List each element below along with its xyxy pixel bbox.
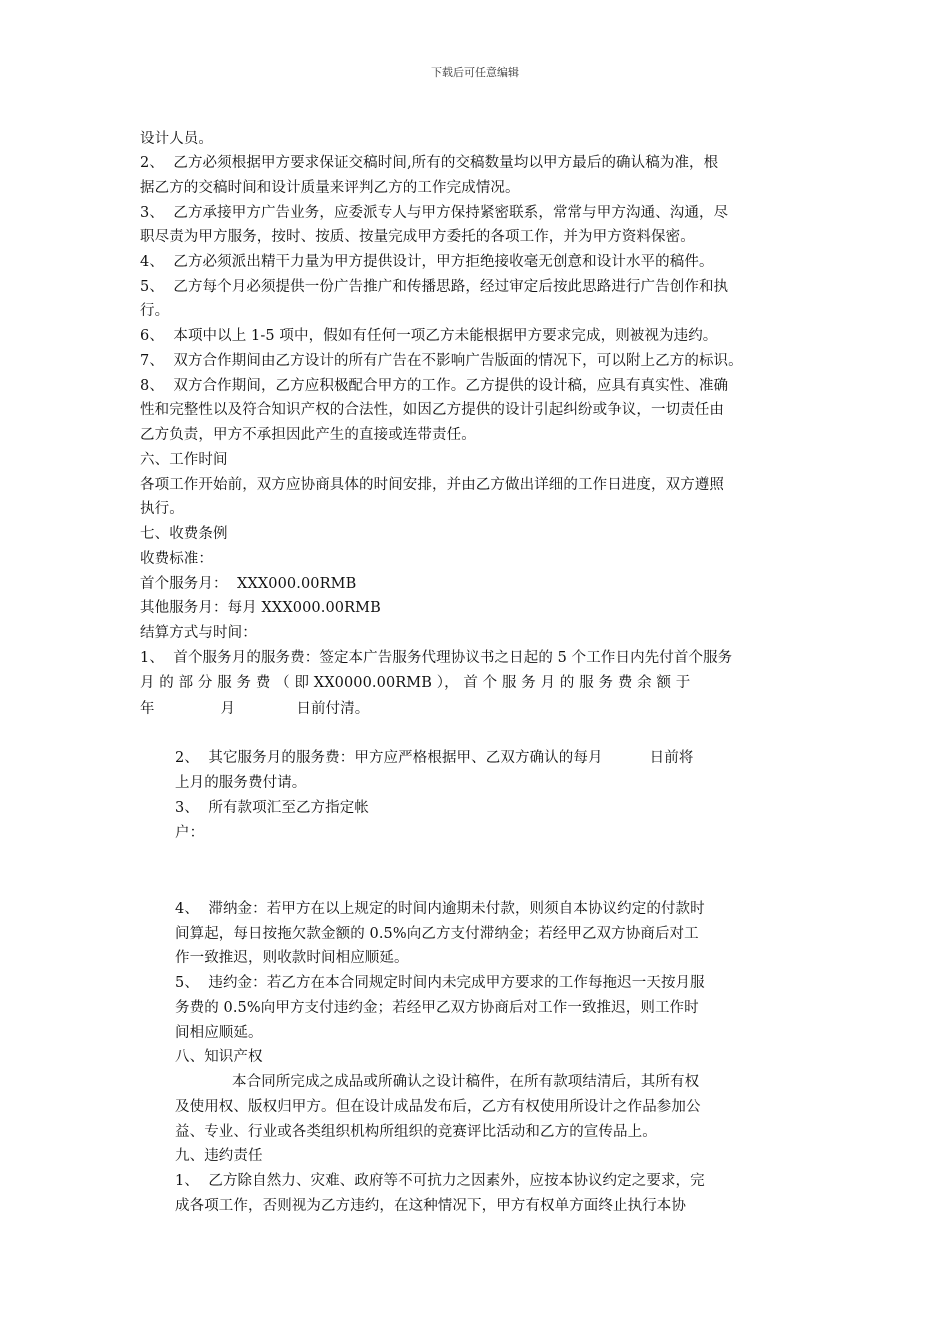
body-line: 4、 乙方必须派出精干力量为甲方提供设计，甲方拒绝接收毫无创意和设计水平的稿件。 [140, 254, 714, 270]
body-line: 8、 双方合作期间，乙方应积极配合甲方的工作。乙方提供的设计稿，应具有真实性、准确 [140, 378, 729, 394]
body-line: 本合同所完成之成品或所确认之设计稿件，在所有款项结清后，其所有权 [232, 1074, 700, 1090]
body-line: 职尽责为甲方服务，按时、按质、按量完成甲方委托的各项工作，并为甲方资料保密。 [140, 229, 695, 245]
body-line: 结算方式与时间： [140, 625, 257, 641]
body-line: 其他服务月：每月 XXX000.00RMB [140, 600, 381, 616]
section-heading: 八、知识产权 [175, 1049, 263, 1065]
body-line: 作一致推迟，则收款时间相应顺延。 [175, 950, 409, 966]
body-line: 3、 所有款项汇至乙方指定帐 [175, 800, 369, 816]
body-line: 1、 乙方除自然力、灾难、政府等不可抗力之因素外，应按本协议约定之要求，完 [175, 1173, 705, 1189]
body-line: 月 的 部 分 服 务 费 （ 即 XX0000.00RMB ）， 首 个 服 务 月 的 服 务 费 余 额 于 [140, 675, 691, 691]
body-line: 成各项工作，否则视为乙方违约，在这种情况下，甲方有权单方面终止执行本协 [175, 1198, 686, 1214]
page-header: 下载后可任意编辑 [431, 66, 519, 79]
body-line: 户： [175, 825, 205, 841]
body-line: 2、 其它服务月的服务费：甲方应严格根据甲、乙双方确认的每月 日前将 [175, 750, 694, 766]
body-line: 6、 本项中以上 1-5 项中，假如有任何一项乙方未能根据甲方要求完成，则被视为违约。 [140, 328, 718, 344]
body-line: 4、 滞纳金：若甲方在以上规定的时间内逾期未付款，则须自本协议约定的付款时 [175, 901, 705, 917]
body-line: 5、 乙方每个月必须提供一份广告推广和传播思路，经过审定后按此思路进行广告创作和执 [140, 279, 729, 295]
body-line: 设计人员。 [140, 131, 213, 147]
section-heading: 六、工作时间 [140, 452, 228, 468]
body-line: 间算起，每日按拖欠款金额的 0.5%向乙方支付滞纳金；若经甲乙双方协商后对工 [175, 926, 699, 942]
body-line: 2、 乙方必须根据甲方要求保证交稿时间,所有的交稿数量均以甲方最后的确认稿为准，根 [140, 155, 719, 171]
body-line: 行。 [140, 303, 170, 319]
body-line: 间相应顺延。 [175, 1025, 263, 1041]
section-heading: 九、违约责任 [175, 1148, 263, 1164]
body-line: 各项工作开始前，双方应协商具体的时间安排，并由乙方做出详细的工作日进度，双方遵照 [140, 477, 724, 493]
body-line: 首个服务月： XXX000.00RMB [140, 576, 357, 592]
body-line: 执行。 [140, 501, 184, 517]
body-line: 3、 乙方承接甲方广告业务，应委派专人与甲方保持紧密联系，常常与甲方沟通、沟通，尽 [140, 205, 729, 221]
body-line: 收费标准： [140, 551, 213, 567]
body-line: 益、专业、行业或各类组织机构所组织的竞赛评比活动和乙方的宣传品上。 [175, 1124, 657, 1140]
body-line: 1、 首个服务月的服务费：签定本广告服务代理协议书之日起的 5 个工作日内先付首个服务 [140, 650, 733, 666]
section-heading: 七、收费条例 [140, 526, 228, 542]
body-line: 务费的 0.5%向甲方支付违约金；若经甲乙双方协商后对工作一致推迟，则工作时 [175, 1000, 699, 1016]
body-line: 据乙方的交稿时间和设计质量来评判乙方的工作完成情况。 [140, 180, 520, 196]
body-line: 5、 违约金：若乙方在本合同规定时间内未完成甲方要求的工作每拖迟一天按月服 [175, 975, 705, 991]
body-line: 7、 双方合作期间由乙方设计的所有广告在不影响广告版面的情况下，可以附上乙方的标识。 [140, 353, 743, 369]
body-line: 上月的服务费付请。 [175, 775, 307, 791]
body-line: 乙方负责，甲方不承担因此产生的直接或连带责任。 [140, 427, 476, 443]
body-line: 性和完整性以及符合知识产权的合法性，如因乙方提供的设计引起纠纷或争议，一切责任由 [140, 402, 724, 418]
body-line: 年 月 日前付清。 [140, 701, 370, 717]
body-line: 及使用权、版权归甲方。但在设计成品发布后，乙方有权使用所设计之作品参加公 [175, 1099, 701, 1115]
